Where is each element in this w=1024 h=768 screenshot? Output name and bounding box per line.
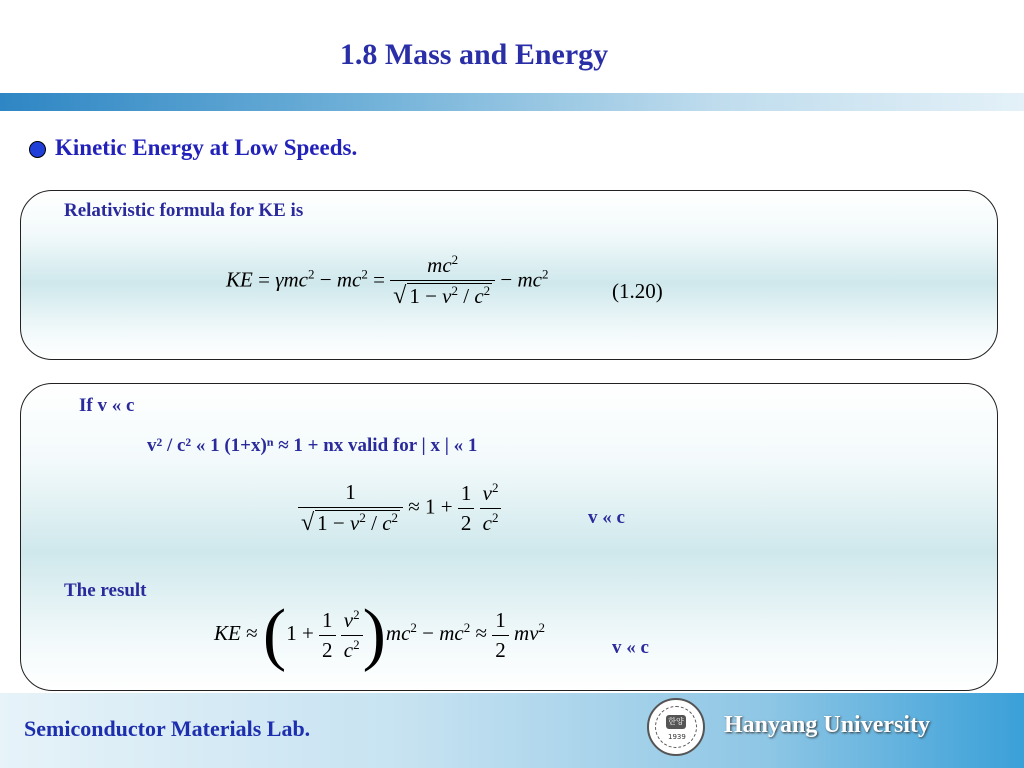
header-gradient-bar [0, 93, 1024, 111]
low-speed-condition-2: v « c [612, 637, 649, 658]
lab-name: Semiconductor Materials Lab. [24, 716, 311, 741]
ke-relativistic-equation: KE = $\gamma mc^2 - mc^2$ = $\frac{mc^2}{√ 1 - v^2 / c^2}$ − $mc^2$ [226, 252, 549, 309]
gamma-approximation-equation: $\frac{1}{√ 1 - v^2 / c^2}$ ≈ 1 + $\frac{1}{2}$ $\frac{v^2}{c^2}$ [298, 480, 501, 537]
bullet-icon [29, 141, 46, 158]
result-label: The result [64, 580, 147, 601]
intro-text: Relativistic formula for KE is [64, 200, 304, 221]
equation-fraction: $\frac{mc^2}{√ 1 - v^2 / c^2}$ [390, 253, 495, 310]
ke-classical-limit-equation: KE ≈ (1 + $\frac{1}{2}$ $\frac{v^2}{c^2}$ )$mc^2 - mc^2$ ≈ $\frac{1}{2}$ $mv^2$ [214, 596, 546, 673]
university-name: Hanyang University [724, 712, 931, 738]
university-seal-icon: 한양 1939 [647, 698, 705, 756]
condition-text: If v « c [79, 395, 135, 416]
binomial-approximation-text: v² / c² « 1 (1+x)ⁿ ≈ 1 + nx valid for | x | « 1 [147, 435, 478, 456]
slide-title: 1.8 Mass and Energy [339, 38, 609, 71]
low-speed-condition-1: v « c [588, 507, 625, 528]
section-heading: Kinetic Energy at Low Speeds. [55, 135, 358, 160]
equation-number: (1.20) [612, 279, 663, 303]
